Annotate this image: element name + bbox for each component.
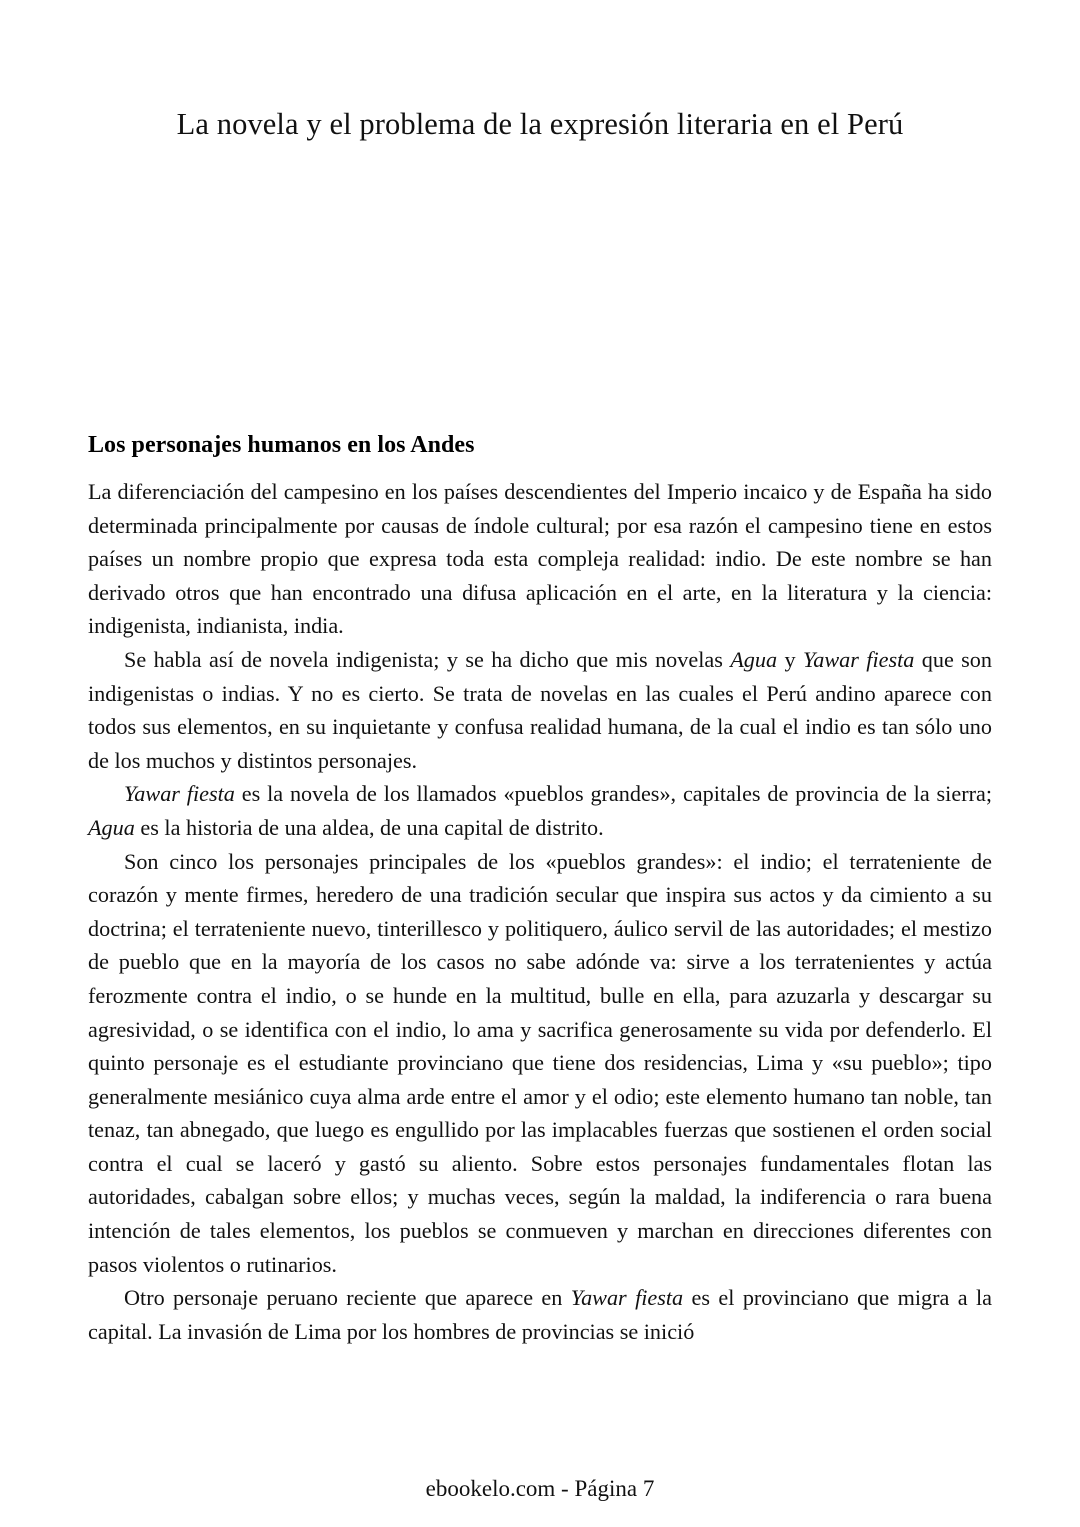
body-text: que son indigenistas o indias. Y no es cierto. Se trata de novelas en las cuales el Perú andino aparece con todos sus elementos, en su inquietante y confusa realidad humana, de la cual el indio es tan sólo uno de los muchos y distintos personajes. <box>88 646 992 773</box>
italic-title-text: Yawar fiesta <box>570 1285 684 1311</box>
body-text-block <box>88 430 992 1348</box>
section-heading: Los personajes humanos en los Andes <box>88 432 475 458</box>
body-text: La diferenciación del campesino en los países descendientes del Imperio incaico y de España ha sido determinada principalmente por causas de índole cultural; por esa razón el campesino tiene en estos países un nombre propio que expresa toda esta compleja realidad: indio. De este nombre se han derivado otros que han encontrado una difusa aplicación en el arte, en la literatura y la ciencia: indigenista, indianista, india. <box>88 479 992 639</box>
body-text: es el provinciano que migra a la capital. La invasión de Lima por los hombres de provincias se inició <box>88 1285 992 1344</box>
paragraph <box>88 1281 992 1348</box>
page-title: La novela y el problema de la expresión literaria en el Perú <box>176 107 904 142</box>
italic-title-text: Yawar fiesta <box>124 781 235 807</box>
paragraph <box>88 777 992 844</box>
italic-title-text: Yawar fiesta <box>802 646 915 672</box>
body-text: Otro personaje peruano reciente que aparece en <box>124 1285 571 1311</box>
body-text: Se habla así de novela indigenista; y se ha dicho que mis novelas <box>124 646 731 672</box>
paragraph <box>88 643 992 777</box>
body-text: Son cinco los personajes principales de los «pueblos grandes»: el indio; el terrateniente de corazón y mente firmes, heredero de una tradición secular que inspira sus actos y da cimiento a su doctrina; el terrateniente nuevo, tinterillesco y politiquero, áulico servil de las autoridades; el mestizo de pueblo que en la mayoría de los casos no sabe adónde va: sirve a los terratenientes y actúa ferozmente contra el indio, o se hunde en la multitud, bulle en ella, para azuzarla y descargar su agresividad, o se identifica con el indio, lo ama y sacrifica generosamente su vida por defenderlo. El quinto personaje es el estudiante provinciano que tiene dos residencias, Lima y «su pueblo»; tipo generalmente mesiánico cuya alma arde entre el amor y el odio; este elemento humano tan noble, tan tenaz, tan abnegado, que luego es engullido por las implacables fuerzas que sostienen el orden social contra el cual se laceró y gastó su aliento. Sobre estos personajes fundamentales flotan las autoridades, cabalgan sobre ellos; y muchas veces, según la maldad, la indiferencia o rara buena intención de tales elementos, los pueblos se conmueven y marchan en direcciones diferentes con pasos violentos o rutinarios. <box>88 848 992 1277</box>
paragraph <box>88 845 992 1282</box>
body-text: y <box>777 646 803 672</box>
italic-title-text: Agua <box>88 814 135 840</box>
paragraph-list <box>88 475 992 1348</box>
italic-title-text: Agua <box>730 646 778 672</box>
paragraph <box>88 475 992 643</box>
body-text: es la novela de los llamados «pueblos grandes», capitales de provincia de la sierra; <box>234 781 992 807</box>
body-text: es la historia de una aldea, de una capital de distrito. <box>134 814 604 840</box>
page-footer: ebookelo.com - Página 7 <box>425 1476 655 1501</box>
